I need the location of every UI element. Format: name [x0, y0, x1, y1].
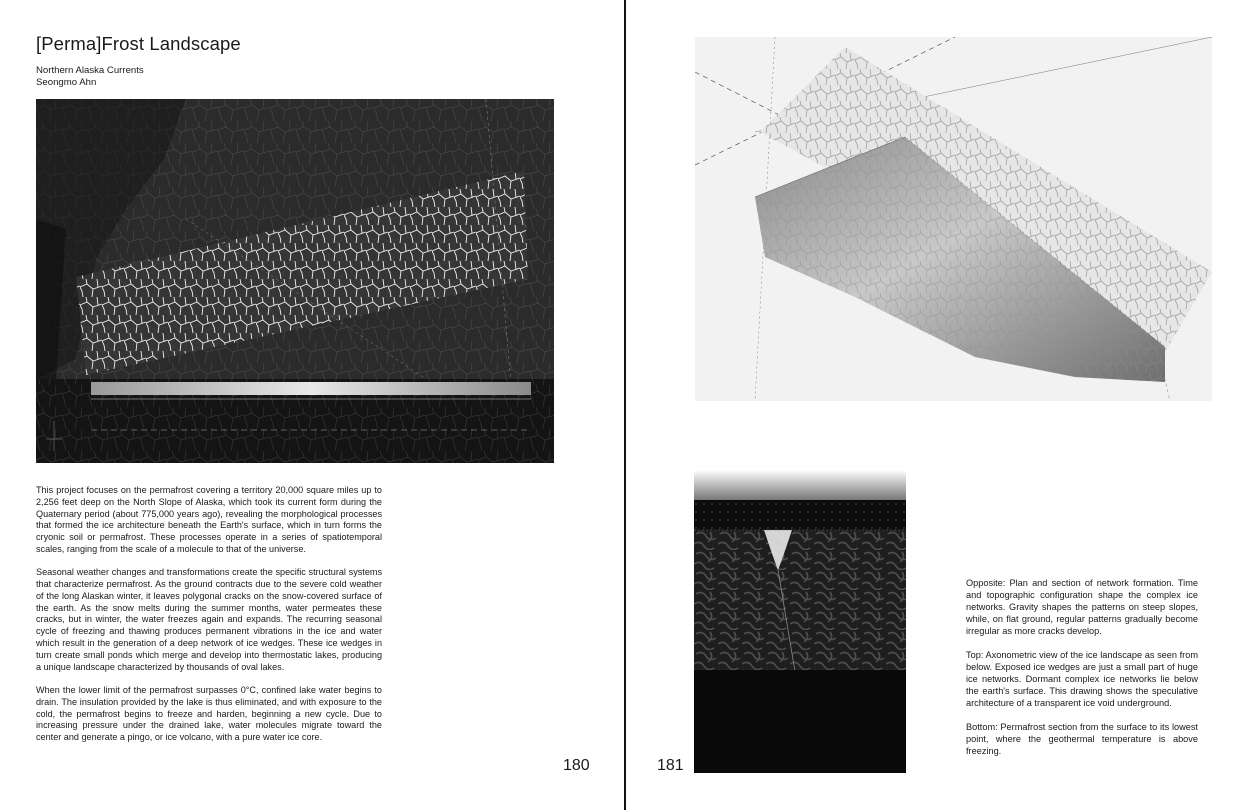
subtitle-block [36, 65, 144, 89]
body-paragraph: This project focuses on the permafrost covering a territory 20,000 square miles up to 2,256 feet deep on the North Slope of Alaska, which took its current form during the Quaternary period (about 775,000 years ago), revealing the morphological processes that formed the ice architecture beneath the Earth's surface, which in turn forms the cryonic soil or permafrost. These processes operate in a series of spatiotemporal scales, ranging from the scale of a molecule to that of the universe. [36, 485, 382, 554]
caption-top: Top: Axonometric view of the ice landscape as seen from below. Exposed ice wedges are just a small part of huge ice networks. Dormant complex ice networks lie below the earth's surface. This drawing shows the speculative architecture of a transparent ice void underground. [966, 650, 1198, 708]
permafrost-section-figure [694, 470, 906, 773]
caption-opposite: Opposite: Plan and section of network formation. Time and topographic configuration shape the complex ice networks. Gravity shapes the patterns on steep slopes, while, on flat ground, regular patterns gradually become irregular as more cracks develop. [966, 578, 1198, 636]
body-paragraph: Seasonal weather changes and transformations create the specific structural systems that characterize permafrost. As the ground contracts due to the severe cold weather of the long Alaskan winter, it leaves polygonal cracks on the snow-covered surface of the earth. As the snow melts during the summer months, water permeates these cracks, but in winter, the water freezes again and expands. The recurring seasonal cycle of freezing and thawing produces permanent vibrations in the ice and water which result in the generation of a deep network of ice wedges. These ice wedges in turn create small ponds which merge and develop into thermostatic lakes, producing a unique landscape characterized by thousands of oval lakes. [36, 567, 382, 672]
subtitle-project: Northern Alaska Currents [36, 65, 144, 76]
plan-section-figure [36, 99, 554, 463]
body-paragraph: When the lower limit of the permafrost surpasses 0°C, confined lake water begins to drain. The insulation provided by the lake is thus eliminated, and with exposure to the cold, the permafrost begins to freeze and harden, beginning a new cycle. Due to increasing pressure under the drained lake, water molecules migrate toward the center and generate a pingo, or ice volcano, with a pure water ice core. [36, 684, 382, 743]
right-page [626, 0, 1248, 810]
subtitle-author: Seongmo Ahn [36, 77, 97, 88]
axonometric-figure [695, 37, 1212, 401]
figure-captions [966, 577, 1198, 769]
body-text [36, 485, 382, 755]
page-title: [Perma]Frost Landscape [36, 33, 241, 54]
page-number-right: 181 [657, 757, 684, 774]
page-number-left: 180 [563, 757, 590, 774]
caption-bottom: Bottom: Permafrost section from the surface to its lowest point, where the geothermal temperature is above freezing. [966, 722, 1198, 756]
